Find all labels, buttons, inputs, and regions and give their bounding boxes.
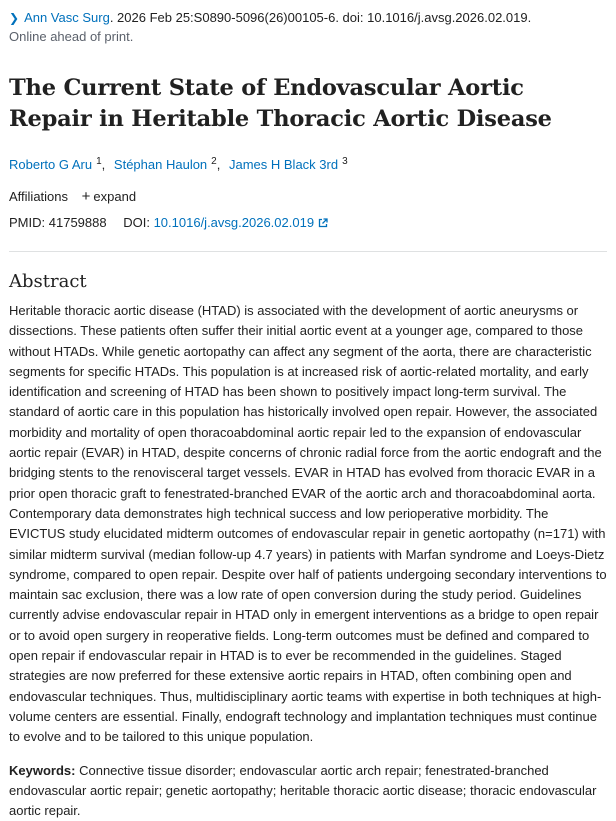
affiliations-row bbox=[9, 188, 607, 206]
journal-link[interactable]: Ann Vasc Surg bbox=[24, 10, 110, 25]
chevron-right-icon[interactable]: ❯ bbox=[9, 11, 20, 25]
abstract-heading: Abstract bbox=[9, 271, 87, 292]
affiliation-number[interactable]: 3 bbox=[342, 156, 348, 167]
expand-label: expand bbox=[93, 189, 137, 204]
identifiers bbox=[9, 214, 607, 232]
abstract-text: Heritable thoracic aortic disease (HTAD) is associated with the development of aortic aneurysms or dissections. These patients often suffer their initial aortic event at a younger age, compared to those without HTADs. While genetic aortopathy can affect any segment of the aorta, there are characteristic segments for specific HTADs. This population is at increased risk of aortic-related mortality, and early identification and screening of HTAD has been shown to positively impact long-term survival. The standard of aortic care in this population has historically involved open repair. However, the associated morbidity and mortality of open thoracoabdominal aortic repair led to the expansion of endovascular aortic repair (EVAR) in HTAD, despite concerns of chronic radial force from the aortic endograft and the bridging stents to the renovisceral target vessels. EVAR in HTAD has evolved from thoracic EVAR in a prior open thoracic graft to fenestrated-branched EVAR of the aortic arch and thoracoabdominal aorta. Contemporary data demonstrates high technical success and low perioperative morbidity. The EVICTUS study elucidated midterm outcomes of endovascular repair in genetic aortopathy (n=171) with similar midterm survival (median follow-up 4.7 years) in patients with Marfan syndrome and Loeys-Dietz syndrome, compared to open repair. Despite over half of patients undergoing secondary interventions to maintain sac exclusion, there was a low rate of open conversion during the study period. Guidelines currently advise endovascular repair in HTAD only in emergent interventions as a bridge to open repair or to avoid open surgery in reoperative fields. Long-term outcomes must be defined and compared to open repair if endovascular repair in HTAD is to ever be recommended in the guidelines. Staged strategies are now preferred for these extensive aortic repairs in HTAD, often combining open and endovascular techniques. Thus, multidisciplinary aortic teams with expertise in both techniques at high-volume centers are essential. Finally, endograft technology and implantation techniques must continue to evolve and to be tailored to this unique population. bbox=[9, 303, 607, 745]
author-link[interactable]: James H Black 3rd bbox=[228, 157, 339, 172]
doi-link[interactable] bbox=[154, 215, 328, 230]
citation-line bbox=[9, 9, 607, 27]
citation-details: . 2026 Feb 25:S0890-5096(26)00105-6. doi: 10.1016/j.avsg.2026.02.019. bbox=[109, 10, 532, 25]
article-page bbox=[0, 9, 616, 821]
expand-affiliations-button[interactable] bbox=[82, 189, 136, 204]
affiliations-label: Affiliations bbox=[9, 189, 69, 204]
author-list: Roberto G Aru $^1$, Stéphan Haulon $^2$, James H Black 3rd $^3$ bbox=[9, 156, 348, 172]
author-link[interactable]: Stéphan Haulon bbox=[113, 157, 208, 172]
plus-icon: + bbox=[81, 188, 91, 205]
pmid-label: PMID: bbox=[9, 215, 46, 230]
doi-value: 10.1016/j.avsg.2026.02.019 bbox=[153, 215, 315, 230]
keywords-label: Keywords: bbox=[9, 762, 76, 778]
affiliation-number[interactable]: 2 bbox=[211, 156, 217, 167]
article-title: The Current State of Endovascular Aortic Repair in Heritable Thoracic Aortic Disease bbox=[9, 75, 552, 132]
affiliation-number[interactable]: 1 bbox=[96, 156, 102, 167]
pmid-value: 41759888 bbox=[48, 215, 107, 230]
author-link[interactable]: Roberto G Aru bbox=[9, 157, 93, 172]
external-link-icon bbox=[318, 218, 328, 228]
keywords bbox=[9, 761, 607, 821]
publication-status: Online ahead of print. bbox=[9, 29, 134, 44]
doi-label: DOI: bbox=[123, 215, 150, 230]
keywords-text: Connective tissue disorder; endovascular aortic arch repair; fenestrated-branched endovascular aortic repair; genetic aortopathy; heritable thoracic aortic disease; thoracic endovascular aortic repair. bbox=[9, 762, 597, 818]
section-divider bbox=[9, 251, 607, 252]
